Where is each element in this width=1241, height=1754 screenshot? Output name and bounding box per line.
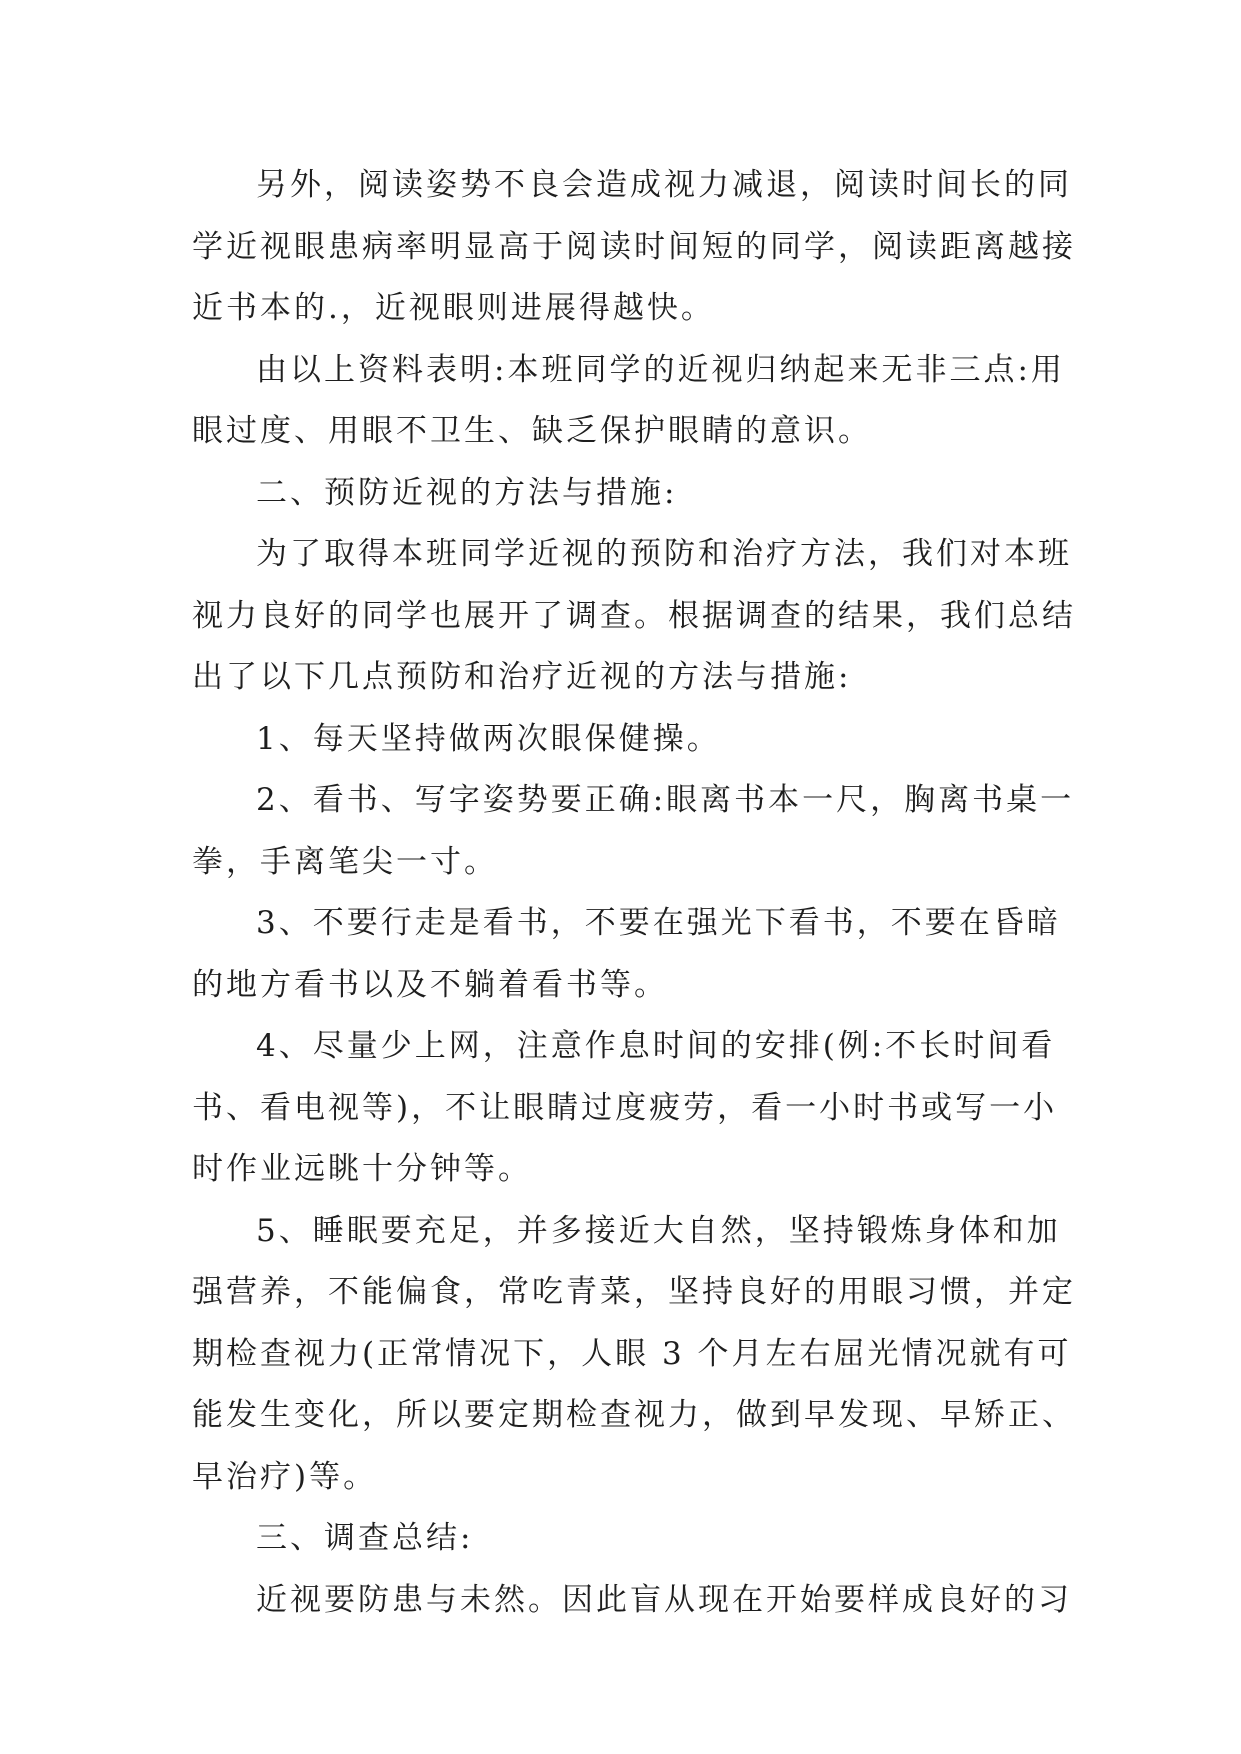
text-line: 书、看电视等)，不让眼睛过度疲劳，看一小时书或写一小: [192, 1089, 1058, 1126]
text-line: 强营养，不能偏食，常吃青菜，坚持良好的用眼习惯，并定: [192, 1274, 1076, 1310]
paragraph-conclusion: [192, 1570, 1072, 1632]
text-line: 近书本的.，近视眼则进展得越快。: [192, 290, 715, 326]
list-item-3: [192, 893, 1061, 1016]
text-line: 早治疗)等。: [192, 1458, 378, 1495]
text-line: 近视要防患与未然。因此盲从现在开始要样成良好的习: [256, 1581, 1072, 1618]
text-line: 2、看书、写字姿势要正确:眼离书本一尺，胸离书桌一: [256, 782, 1075, 818]
text-line: 视力良好的同学也展开了调查。根据调查的结果，我们总结: [192, 597, 1076, 634]
text-line: 3、不要行走是看书，不要在强光下看书，不要在昏暗: [256, 905, 1061, 941]
text-line: 出了以下几点预防和治疗近视的方法与措施:: [192, 659, 852, 695]
document-body: [192, 155, 1076, 1631]
list-item-2: [192, 770, 1075, 893]
text-line: 5、睡眠要充足，并多接近大自然，坚持锻炼身体和加: [256, 1212, 1061, 1249]
section-heading-prevention: [192, 463, 1052, 525]
section-heading-summary: [192, 1508, 1052, 1570]
text-line: 时作业远眺十分钟等。: [192, 1151, 532, 1187]
text-line: 期检查视力(正常情况下，人眼 3 个月左右屈光情况就有可: [192, 1335, 1072, 1372]
list-item-5: [192, 1201, 1076, 1509]
text-line: 拳，手离笔尖一寸。: [192, 843, 498, 880]
text-line: 二、预防近视的方法与措施:: [256, 474, 678, 511]
text-line: 为了取得本班同学近视的预防和治疗方法，我们对本班: [256, 536, 1072, 572]
text-line: 学近视眼患病率明显高于阅读时间短的同学，阅读距离越接: [192, 228, 1076, 265]
text-line: 的地方看书以及不躺着看书等。: [192, 966, 668, 1003]
list-item-4: [192, 1016, 1058, 1201]
text-line: 三、调查总结:: [256, 1520, 474, 1556]
text-line: 另外，阅读姿势不良会造成视力减退，阅读时间长的同: [256, 167, 1072, 203]
text-line: 眼过度、用眼不卫生、缺乏保护眼睛的意识。: [192, 413, 872, 449]
paragraph-survey-intro: [192, 524, 1076, 709]
text-line: 由以上资料表明:本班同学的近视归纳起来无非三点:用: [256, 351, 1065, 388]
text-line: 能发生变化，所以要定期检查视力，做到早发现、早矫正、: [192, 1397, 1076, 1433]
paragraph-reading-posture: [192, 155, 1076, 340]
list-item-1: [192, 709, 1052, 771]
paragraph-data-summary: [192, 340, 1065, 463]
text-line: 4、尽量少上网，注意作息时间的安排(例:不长时间看: [256, 1028, 1056, 1064]
text-line: 1、每天坚持做两次眼保健操。: [256, 720, 721, 757]
